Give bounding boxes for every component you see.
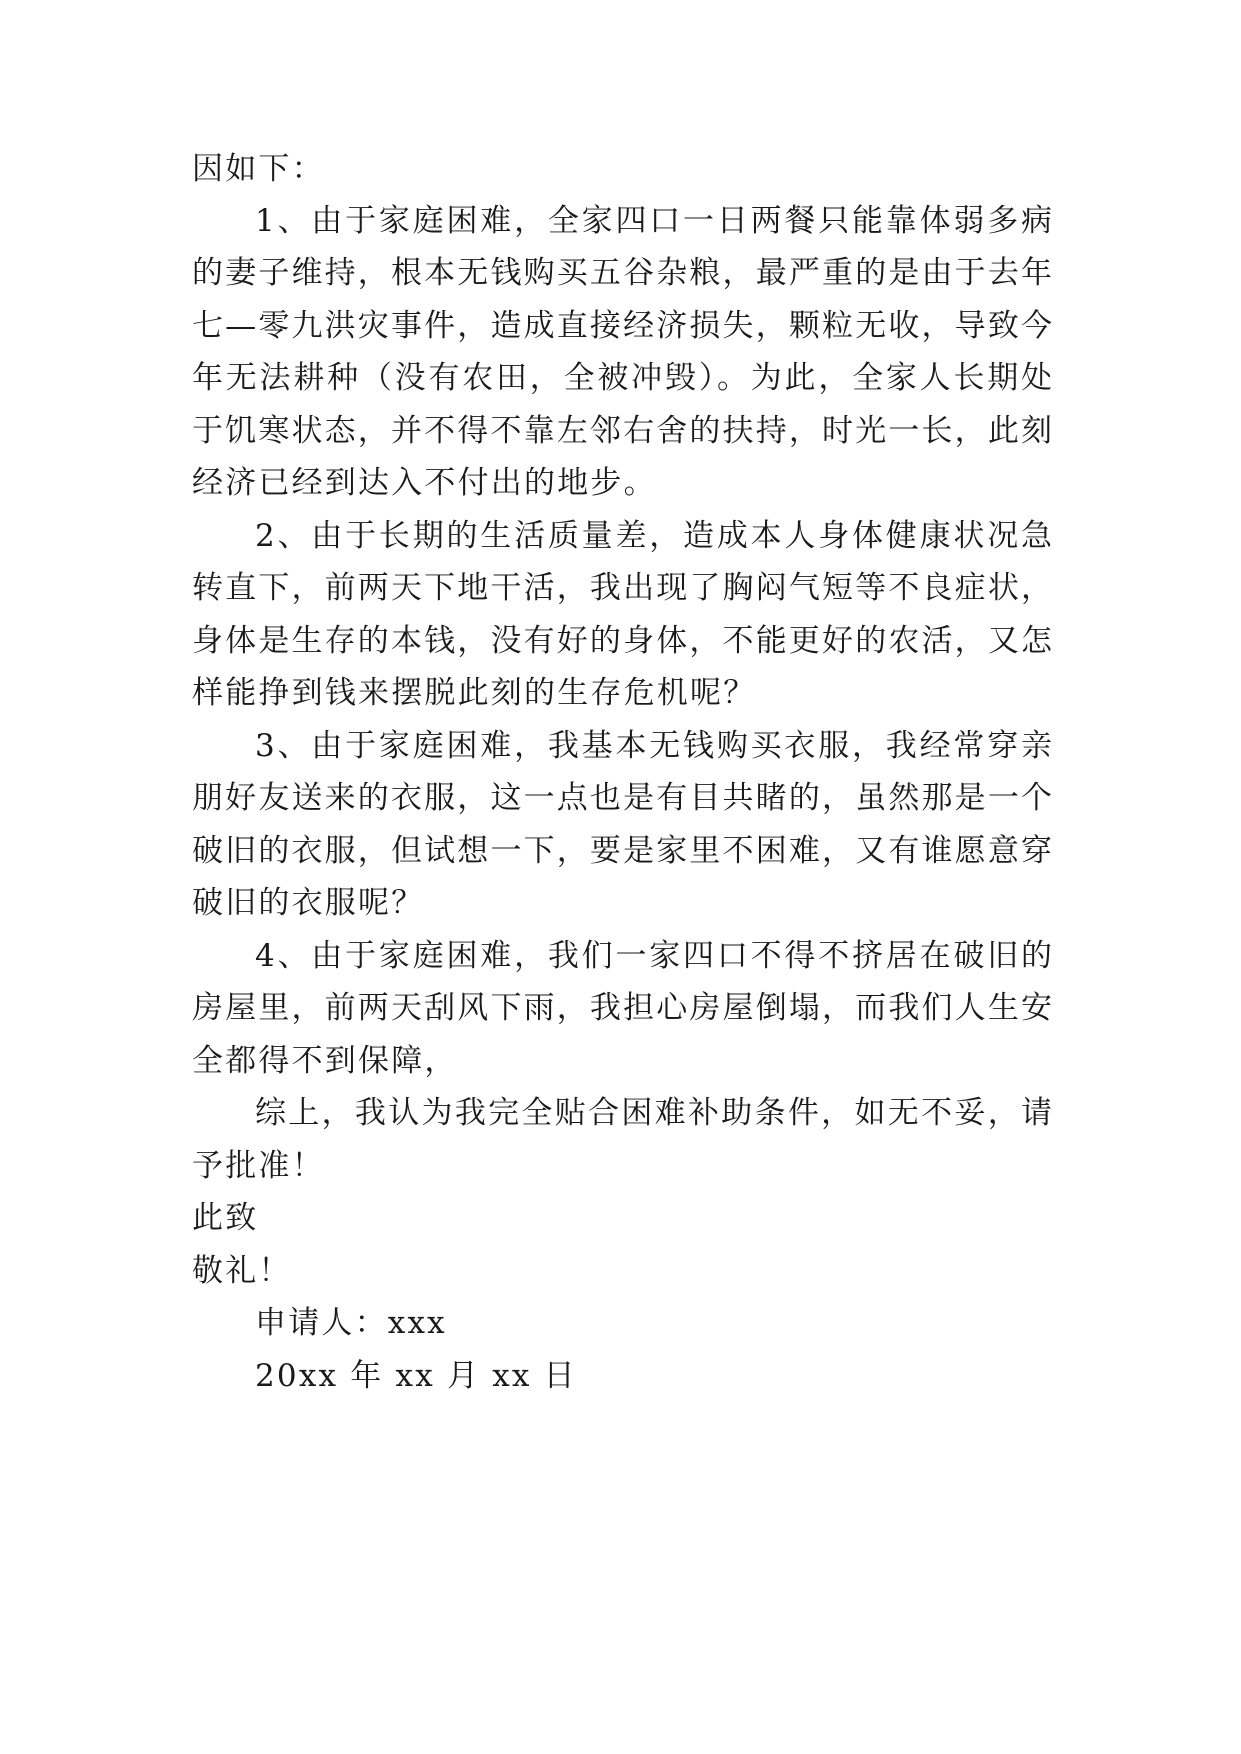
paragraph-5-line-1: 综上，我认为我完全贴合困难补助条件，如无不妥，请 [255, 1095, 1052, 1131]
intro-line: 因如下： [192, 151, 325, 187]
paragraph-1-line-3: 七—零九洪灾事件，造成直接经济损失，颗粒无收，导致今 [192, 308, 1052, 344]
paragraph-3-line-4: 破旧的衣服呢？ [192, 885, 425, 921]
paragraph-3-line-2: 朋好友送来的衣服，这一点也是有目共睹的，虽然那是一个 [192, 780, 1052, 816]
paragraph-2-line-1: 2、由于长期的生活质量差，造成本人身体健康状况急 [255, 518, 1052, 554]
signature-date: 20xx 年 xx 月 xx 日 [255, 1358, 577, 1394]
paragraph-1-line-1: 1、由于家庭困难，全家四口一日两餐只能靠体弱多病 [255, 203, 1052, 239]
paragraph-3-line-1: 3、由于家庭困难，我基本无钱购买衣服，我经常穿亲 [255, 728, 1052, 764]
paragraph-2-line-2: 转直下，前两天下地干活，我出现了胸闷气短等不良症状， [192, 570, 1052, 606]
applicant-signature: 申请人：xxx [255, 1305, 447, 1341]
paragraph-1-line-5: 于饥寒状态，并不得不靠左邻右舍的扶持，时光一长，此刻 [192, 413, 1052, 449]
paragraph-2-line-4: 样能挣到钱来摆脱此刻的生存危机呢？ [192, 675, 757, 711]
closing-regards: 敬礼！ [192, 1253, 292, 1289]
paragraph-5-line-2: 予批准！ [192, 1148, 325, 1184]
paragraph-1-line-2: 的妻子维持，根本无钱购买五谷杂粮，最严重的是由于去年 [192, 255, 1052, 291]
paragraph-1-line-4: 年无法耕种（没有农田，全被冲毁）。为此，全家人长期处 [192, 360, 1052, 396]
closing-salutation: 此致 [192, 1200, 259, 1236]
paragraph-1-line-6: 经济已经到达入不付出的地步。 [192, 465, 657, 501]
paragraph-3-line-3: 破旧的衣服，但试想一下，要是家里不困难，又有谁愿意穿 [192, 833, 1052, 869]
paragraph-2-line-3: 身体是生存的本钱，没有好的身体，不能更好的农活，又怎 [192, 623, 1052, 659]
paragraph-4-line-2: 房屋里，前两天刮风下雨，我担心房屋倒塌，而我们人生安 [192, 990, 1052, 1026]
paragraph-4-line-3: 全都得不到保障， [192, 1043, 458, 1079]
paragraph-4-line-1: 4、由于家庭困难，我们一家四口不得不挤居在破旧的 [255, 938, 1052, 974]
